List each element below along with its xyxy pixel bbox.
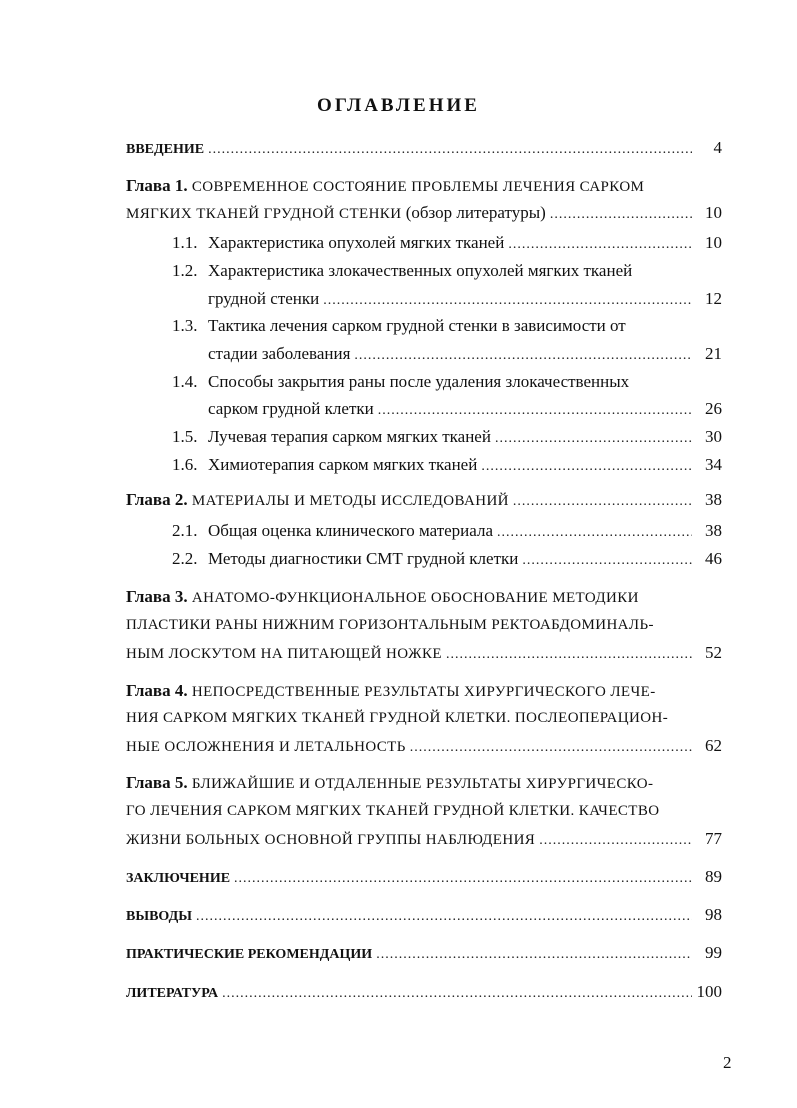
dot-leader xyxy=(323,291,692,311)
section-title-cont: стадии заболевания xyxy=(208,344,351,363)
dot-leader xyxy=(481,457,692,477)
chapter-prefix: Глава 5. xyxy=(126,773,188,792)
section-number: 1.2. xyxy=(172,261,198,280)
chapter-title: БЛИЖАЙШИЕ И ОТДАЛЕННЫЕ РЕЗУЛЬТАТЫ ХИРУРГИЧЕСКО- xyxy=(191,776,654,792)
toc-label: ПРАКТИЧЕСКИЕ РЕКОМЕНДАЦИИ xyxy=(126,947,373,962)
toc-page: 12 xyxy=(705,289,722,308)
toc-entry-1-4-line1[interactable] xyxy=(172,372,722,392)
toc-entry-literature[interactable] xyxy=(126,982,722,1004)
toc-entry-intro[interactable] xyxy=(126,138,722,160)
section-title-cont: сарком грудной клетки xyxy=(208,399,374,418)
dot-leader xyxy=(196,907,692,927)
chapter-title-note: (обзор литературы) xyxy=(405,203,546,222)
toc-entry-ch5-line3[interactable] xyxy=(126,829,722,851)
toc-entry-1-5[interactable] xyxy=(172,427,722,449)
toc-page: 38 xyxy=(705,521,722,540)
section-number: 2.1. xyxy=(172,521,198,540)
toc-entry-conclusion[interactable] xyxy=(126,867,722,889)
toc-entry-ch1-line1[interactable] xyxy=(126,176,722,197)
toc-entry-1-2-line2[interactable] xyxy=(208,289,722,311)
chapter-title-cont: ПЛАСТИКИ РАНЫ НИЖНИМ ГОРИЗОНТАЛЬНЫМ РЕКТОАБДОМИНАЛЬ- xyxy=(126,617,654,633)
dot-leader xyxy=(495,429,692,449)
toc-page: 10 xyxy=(705,233,722,252)
toc-entry-ch2[interactable] xyxy=(126,490,722,512)
toc-entry-ch5-line1[interactable] xyxy=(126,773,722,794)
page-title: ОГЛАВЛЕНИЕ xyxy=(317,95,480,116)
section-title: Методы диагностики СМТ грудной клетки xyxy=(208,549,519,568)
toc-page: 62 xyxy=(705,736,722,755)
toc-page: 100 xyxy=(696,982,722,1001)
chapter-prefix: Глава 2. xyxy=(126,490,188,509)
toc-page: 34 xyxy=(705,455,722,474)
toc-page: 26 xyxy=(705,399,722,418)
chapter-title: СОВРЕМЕННОЕ СОСТОЯНИЕ ПРОБЛЕМЫ ЛЕЧЕНИЯ САРКОМ xyxy=(191,179,645,195)
dot-leader xyxy=(513,492,692,512)
section-title: Способы закрытия раны после удаления злокачественных xyxy=(208,372,630,391)
section-number: 2.2. xyxy=(172,549,198,568)
dot-leader xyxy=(550,205,692,225)
toc-entry-ch4-line2[interactable] xyxy=(126,708,722,728)
section-title: Характеристика злокачественных опухолей мягких тканей xyxy=(208,261,633,280)
toc-page: 89 xyxy=(705,867,722,886)
section-title: Лучевая терапия сарком мягких тканей xyxy=(208,427,491,446)
toc-page: 10 xyxy=(705,203,722,222)
chapter-title: НЕПОСРЕДСТВЕННЫЕ РЕЗУЛЬТАТЫ ХИРУРГИЧЕСКОГО ЛЕЧЕ- xyxy=(191,684,656,700)
toc-entry-1-3-line2[interactable] xyxy=(208,344,722,366)
toc-label: ЗАКЛЮЧЕНИЕ xyxy=(126,871,231,886)
toc-page: 98 xyxy=(705,905,722,924)
chapter-title: АНАТОМО-ФУНКЦИОНАЛЬНОЕ ОБОСНОВАНИЕ МЕТОДИКИ xyxy=(191,590,639,606)
page-number: 2 xyxy=(723,1053,732,1072)
chapter-title-cont: НЫЕ ОСЛОЖНЕНИЯ И ЛЕТАЛЬНОСТЬ xyxy=(126,739,406,755)
chapter-prefix: Глава 4. xyxy=(126,681,188,700)
toc-label: ВВЕДЕНИЕ xyxy=(126,142,205,157)
chapter-title-cont: НЫМ ЛОСКУТОМ НА ПИТАЮЩЕЙ НОЖКЕ xyxy=(126,646,442,662)
dot-leader xyxy=(234,869,692,889)
chapter-title-cont: НИЯ САРКОМ МЯГКИХ ТКАНЕЙ ГРУДНОЙ КЛЕТКИ. ПОСЛЕОПЕРАЦИОН- xyxy=(126,710,669,726)
toc-page: 4 xyxy=(713,138,722,157)
section-title: Общая оценка клинического материала xyxy=(208,521,494,540)
toc-entry-1-3-line1[interactable] xyxy=(172,316,722,336)
dot-leader xyxy=(539,831,692,851)
dot-leader xyxy=(208,140,692,160)
toc-page: 99 xyxy=(705,943,722,962)
toc-entry-1-4-line2[interactable] xyxy=(208,399,722,421)
dot-leader xyxy=(376,945,692,965)
chapter-prefix: Глава 3. xyxy=(126,587,188,606)
dot-leader xyxy=(497,523,692,543)
toc-entry-2-2[interactable] xyxy=(172,549,722,571)
dot-leader xyxy=(354,346,692,366)
section-number: 1.1. xyxy=(172,233,198,252)
toc-entry-1-1[interactable] xyxy=(172,233,722,255)
section-title: Тактика лечения сарком грудной стенки в зависимости от xyxy=(208,316,626,335)
toc-entry-ch3-line3[interactable] xyxy=(126,643,722,665)
chapter-title-cont: ЖИЗНИ БОЛЬНЫХ ОСНОВНОЙ ГРУППЫ НАБЛЮДЕНИЯ xyxy=(126,832,536,848)
toc-entry-2-1[interactable] xyxy=(172,521,722,543)
dot-leader xyxy=(522,551,692,571)
toc-entry-findings[interactable] xyxy=(126,905,722,927)
toc-page: 77 xyxy=(705,829,722,848)
toc-entry-1-6[interactable] xyxy=(172,455,722,477)
dot-leader xyxy=(410,738,692,758)
section-title-cont: грудной стенки xyxy=(208,289,320,308)
toc-entry-ch5-line2[interactable] xyxy=(126,801,722,821)
dot-leader xyxy=(508,235,692,255)
chapter-title-cont: МЯГКИХ ТКАНЕЙ ГРУДНОЙ СТЕНКИ xyxy=(126,206,402,222)
toc-entry-ch1-line2[interactable] xyxy=(126,203,722,225)
toc-entry-ch4-line1[interactable] xyxy=(126,681,722,702)
section-title: Химиотерапия сарком мягких тканей xyxy=(208,455,478,474)
toc-entry-ch3-line2[interactable] xyxy=(126,615,722,635)
toc-entry-recommendations[interactable] xyxy=(126,943,722,965)
toc-page: 21 xyxy=(705,344,722,363)
chapter-prefix: Глава 1. xyxy=(126,176,188,195)
toc-entry-ch3-line1[interactable] xyxy=(126,587,722,608)
toc-label: ЛИТЕРАТУРА xyxy=(126,986,219,1001)
dot-leader xyxy=(446,645,692,665)
section-number: 1.4. xyxy=(172,372,198,391)
section-title: Характеристика опухолей мягких тканей xyxy=(208,233,505,252)
toc-page: 38 xyxy=(705,490,722,509)
toc-page: 30 xyxy=(705,427,722,446)
chapter-title-cont: ГО ЛЕЧЕНИЯ САРКОМ МЯГКИХ ТКАНЕЙ ГРУДНОЙ КЛЕТКИ. КАЧЕСТВО xyxy=(126,803,660,819)
dot-leader xyxy=(222,984,692,1004)
toc-entry-ch4-line3[interactable] xyxy=(126,736,722,758)
section-number: 1.5. xyxy=(172,427,198,446)
section-number: 1.6. xyxy=(172,455,198,474)
toc-page: 52 xyxy=(705,643,722,662)
toc-label: ВЫВОДЫ xyxy=(126,909,192,924)
section-number: 1.3. xyxy=(172,316,198,335)
chapter-title: МАТЕРИАЛЫ И МЕТОДЫ ИССЛЕДОВАНИЙ xyxy=(191,493,509,509)
toc-entry-1-2-line1[interactable] xyxy=(172,261,722,281)
dot-leader xyxy=(378,401,692,421)
toc-page: 46 xyxy=(705,549,722,568)
